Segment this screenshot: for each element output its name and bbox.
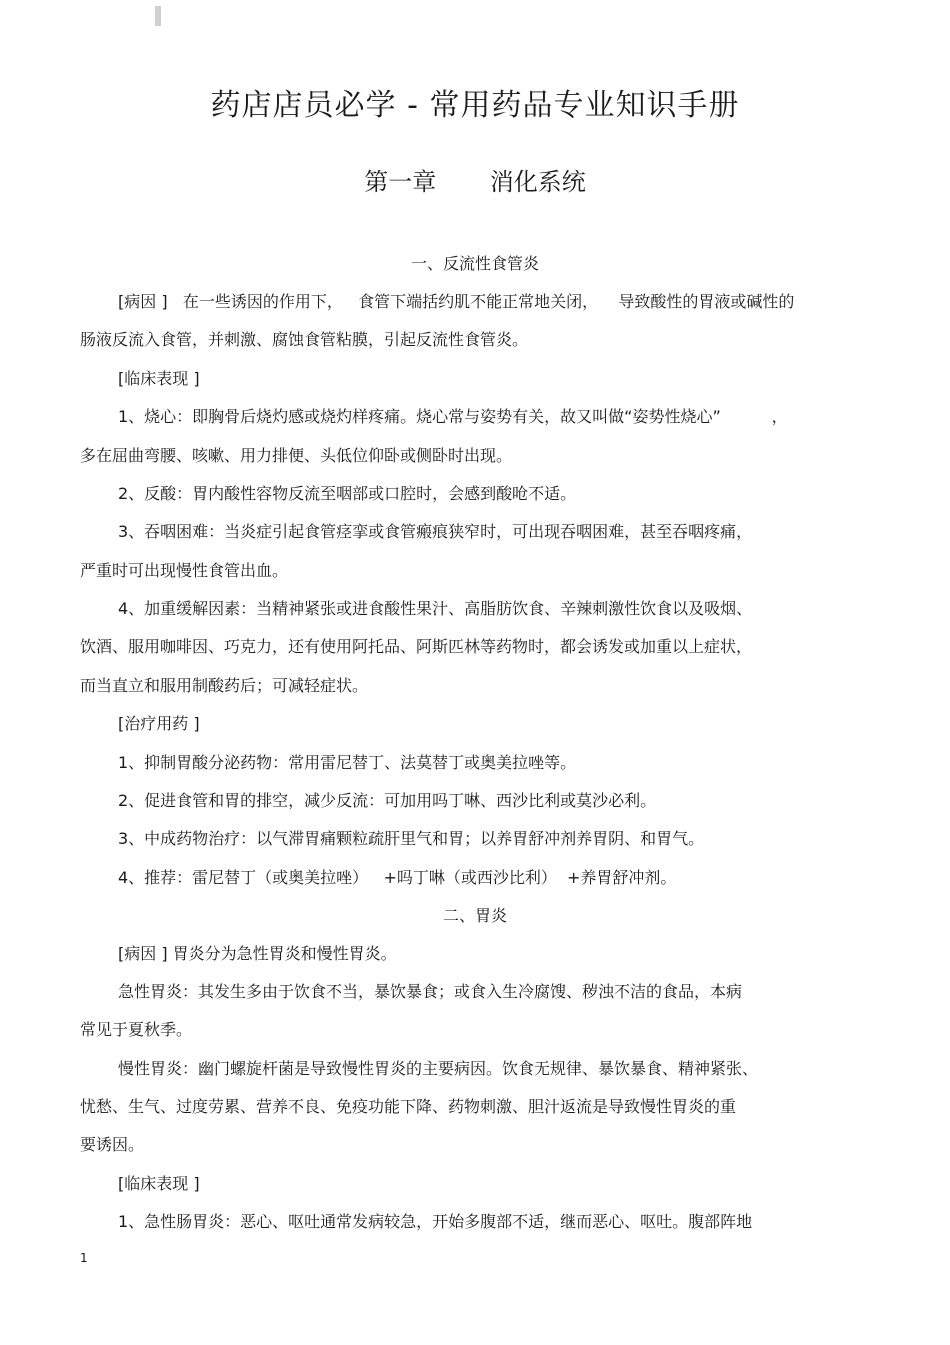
paragraph-line: 常见于夏秋季。 (80, 1020, 193, 1039)
paragraph-line: 3、中成药物治疗：以气滞胃痛颗粒疏肝里气和胃；以养胃舒冲剂养胃阴、和胃气。 (118, 829, 705, 848)
paragraph-line: 1、抑制胃酸分泌药物：常用雷尼替丁、法莫替丁或奥美拉唑等。 (118, 753, 577, 772)
paragraph-line: 多在屈曲弯腰、咳嗽、用力排便、头低位仰卧或侧卧时出现。 (80, 446, 513, 465)
paragraph-line: 而当直立和服用制酸药后；可减轻症状。 (80, 676, 369, 695)
paragraph-line: 4、推荐：雷尼替丁（或奥美拉唑） +吗丁啉（或西沙比利） +养胃舒冲剂。 (118, 868, 677, 887)
paragraph-line: 忧愁、生气、过度劳累、营养不良、免疫功能下降、药物刺激、胆汁返流是导致慢性胃炎的重 (80, 1097, 737, 1116)
paragraph-line: 2、反酸：胃内酸性容物反流至咽部或口腔时，会感到酸呛不适。 (118, 484, 577, 503)
paragraph-line: 要诱因。 (80, 1135, 145, 1154)
paragraph-line: 4、加重缓解因素：当精神紧张或进食酸性果汁、高脂肪饮食、辛辣刺激性饮食以及吸烟、 (118, 599, 753, 618)
page-number: 1 (80, 1251, 88, 1265)
chapter-heading: 第一章 消化系统 (364, 168, 586, 196)
paragraph-line: 1、急性肠胃炎：恶心、呕吐通常发病较急，开始多腹部不适，继而恶心、呕吐。腹部阵地 (118, 1212, 753, 1231)
paragraph-line: 1、烧心：即胸骨后烧灼感或烧灼样疼痛。烧心常与姿势有关，故又叫做“姿势性烧心” ， (118, 407, 788, 426)
paragraph-line: 慢性胃炎：幽门螺旋杆菌是导致慢性胃炎的主要病因。饮食无规律、暴饮暴食、精神紧张、 (118, 1059, 759, 1078)
paragraph-line: 严重时可出现慢性食管出血。 (80, 561, 289, 580)
section-heading: 二、胃炎 (442, 906, 507, 925)
paragraph-line: [病因 ] 胃炎分为急性胃炎和慢性胃炎。 (118, 944, 397, 963)
paragraph-line: 饮酒、服用咖啡因、巧克力，还有使用阿托品、阿斯匹林等药物时，都会诱发或加重以上症状， (80, 637, 753, 656)
subsection-label: [临床表现 ] (118, 1174, 200, 1193)
subsection-label: [临床表现 ] (118, 369, 200, 388)
paragraph-line: 3、吞咽困难：当炎症引起食管痉挛或食管瘢痕狭窄时，可出现吞咽困难，甚至吞咽疼痛， (118, 522, 753, 541)
section-heading: 一、反流性食管炎 (410, 254, 539, 273)
subsection-label: [治疗用药 ] (118, 714, 200, 733)
paragraph-line: 肠液反流入食管，并刺激、腐蚀食管粘膜，引起反流性食管炎。 (80, 330, 529, 349)
document-title: 药店店员必学 - 常用药品专业知识手册 (210, 88, 740, 123)
paragraph-line: [病因 ] 在一些诱因的作用下， 食管下端括约肌不能正常地关闭， 导致酸性的胃液或碱性的 (118, 292, 795, 311)
paragraph-line: 急性胃炎：其发生多由于饮食不当，暴饮暴食；或食入生冷腐馊、秽浊不洁的食品，本病 (118, 982, 743, 1001)
scan-mark (155, 6, 161, 26)
paragraph-line: 2、促进食管和胃的排空，减少反流：可加用吗丁啉、西沙比利或莫沙必利。 (118, 791, 657, 810)
